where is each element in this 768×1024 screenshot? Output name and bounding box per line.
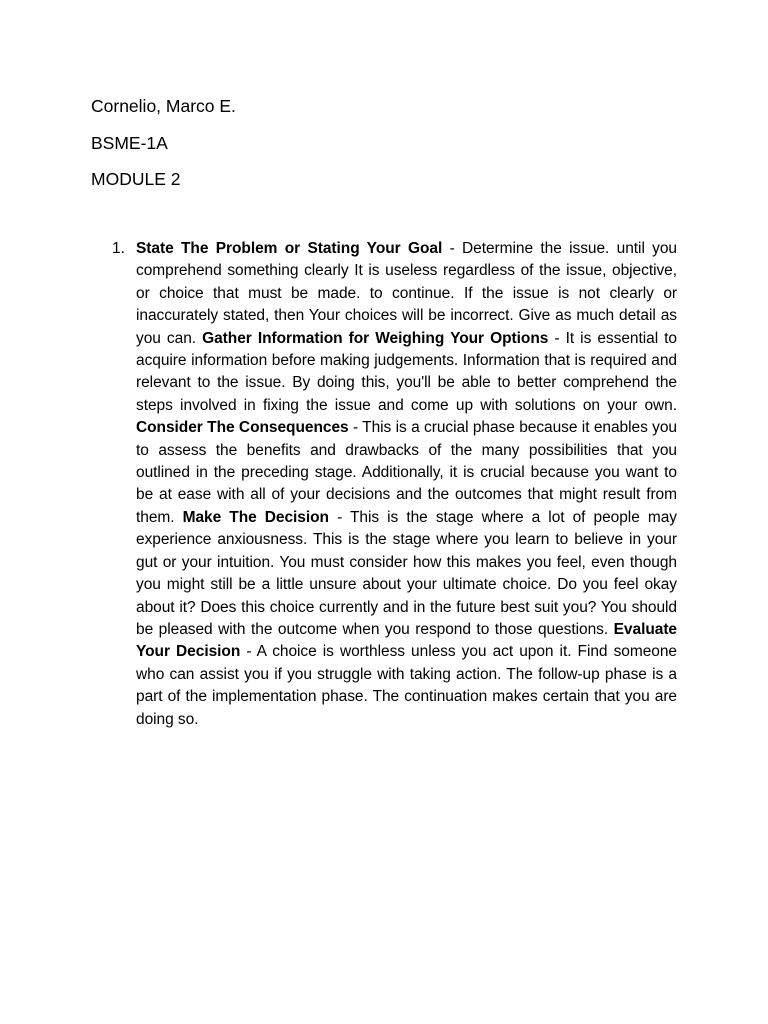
list-number: 1. xyxy=(112,240,125,257)
step-text-state-problem: - Determine the issue. until you comprehend something clearly It is useless regardless of the issue, objective, or choice that must be made. to continue. If the issue is not clearly or inaccurately stated, then Your choices will be incorrect. Give as much detail as you can. xyxy=(136,240,678,347)
step-heading-gather-information: Gather Information for Weighing Your Options xyxy=(202,329,549,347)
module-title: MODULE 2 xyxy=(91,169,181,189)
step-text-evaluate-decision: - A choice is worthless unless you act upon it. Find someone who can assist you if you struggle with taking action. The follow-up phase is a part of the implementation phase. The continuation makes certain that you are doing so. xyxy=(136,643,677,728)
step-heading-consider-consequences: Consider The Consequences xyxy=(136,419,349,437)
section-code: BSME-1A xyxy=(91,133,168,153)
step-text-gather-information: - It is essential to acquire information before making judgements. Information that is required and relevant to the issue. By doing this, you'll be able to better comprehend the steps involved in fixing the issue and come up with solutions on your own. xyxy=(136,329,677,414)
step-text-make-decision: - This is the stage where a lot of people may experience anxiousness. This is the stage where you learn to believe in your gut or your intuition. You must consider how this makes you feel, even though you might still be a little unsure about your ultimate choice. Do you feel okay about it? Does this choice currently and in the future best suit you? You should be pleased with the outcome when you respond to those questions. xyxy=(136,508,677,638)
step-heading-evaluate-decision: Evaluate Your Decision xyxy=(136,620,677,661)
list-item-paragraph xyxy=(136,238,677,731)
step-text-consider-consequences: - This is a crucial phase because it enables you to assess the benefits and drawbacks of the many possibilities that you outlined in the preceding stage. Additionally, it is crucial because you want to be at ease with all of your decisions and the outcomes that might result from them. xyxy=(136,419,677,526)
step-heading-make-decision: Make The Decision xyxy=(182,508,329,526)
author-name: Cornelio, Marco E. xyxy=(91,96,236,116)
step-heading-state-problem: State The Problem or Stating Your Goal xyxy=(136,240,443,257)
